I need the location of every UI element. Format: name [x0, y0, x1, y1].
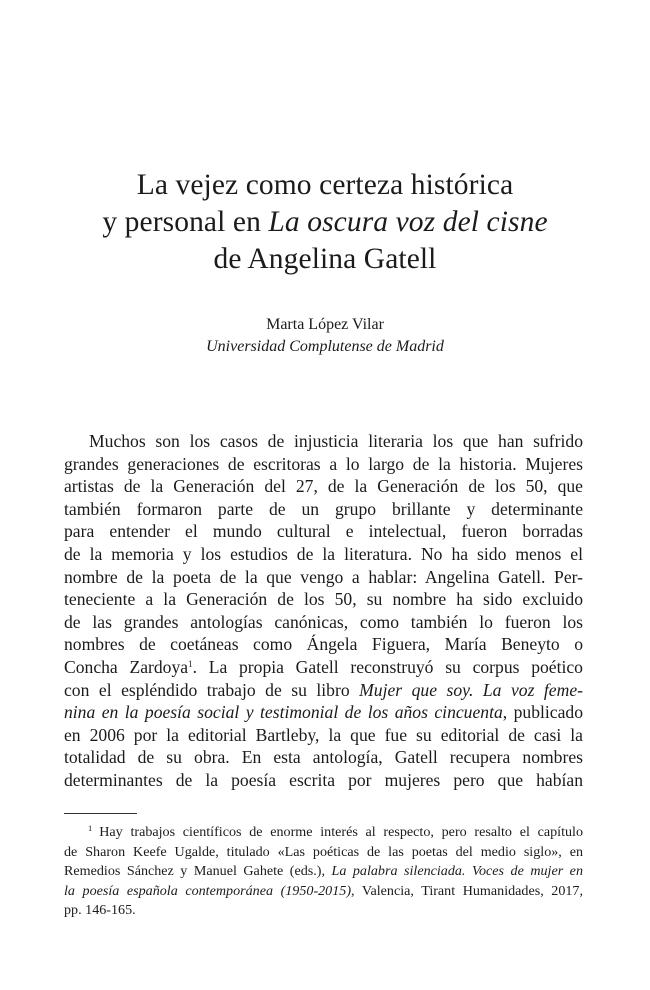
body-line: grandes generaciones de escritoras a lo largo de la historia. Mujeres [64, 453, 583, 474]
footnote-line [64, 882, 583, 902]
cited-book-title: La palabra silenciada. Voces de mujer en [331, 863, 583, 880]
footnote-line: de Sharon Keefe Ugalde, titulado «Las poéticas de las poetas del medio siglo», en [64, 843, 583, 860]
body-line: de la memoria y los estudios de la literatura. No ha sido menos el [64, 543, 583, 564]
body-line: en 2006 por la editorial Bartleby, la que fue su editorial de casi la [64, 724, 583, 745]
book-title-continued: nina en la poesía social y testimonial de los años cincuenta [64, 702, 503, 723]
body-line: nombres de coetáneas como Ángela Figuera, María Beneyto o [64, 634, 583, 655]
body-line-segment: con el espléndido trabajo de su libro [64, 679, 360, 700]
footnote [64, 823, 583, 921]
chapter-title [0, 167, 650, 278]
footnote-line-segment: , Valencia, Tirant Humanidades, 2017, [351, 882, 583, 899]
body-line [64, 679, 583, 702]
body-line-segment: Concha Zardoya [64, 656, 189, 677]
work-title: La oscura voz del cisne [268, 206, 548, 238]
body-line [64, 701, 583, 724]
footnote-line-segment: Hay trabajos científicos de enorme interés al respecto, pero resalto el capítulo [99, 824, 583, 840]
body-line: nombre de la poeta de la que vengo a hablar: Angelina Gatell. Per- [64, 566, 583, 587]
body-line: para entender el mundo cultural e intelectual, fueron borradas [64, 521, 583, 542]
body-line: determinantes de la poesía escrita por mujeres pero que habían [64, 769, 583, 790]
footnote-separator [64, 813, 137, 814]
body-line: artistas de la Generación del 27, de la Generación de los 50, que [64, 476, 583, 497]
body-line: de las grandes antologías canónicas, como también lo fueron los [64, 611, 583, 632]
book-title: Mujer que soy. La voz feme- [359, 679, 583, 700]
author-affiliation: Universidad Complutense de Madrid [206, 338, 444, 355]
footnote-reference[interactable]: 1 [188, 658, 193, 669]
cited-book-title-continued: la poesía española contemporánea (1950-2015) [64, 882, 352, 899]
title-line-2-prefix: y personal en [102, 206, 269, 238]
title-line-1: La vejez como certeza histórica [136, 169, 514, 201]
author-name: Marta López Vilar [266, 316, 384, 333]
body-line: totalidad de su obra. En esta antología, Gatell recupera nombres [64, 747, 583, 768]
byline [0, 314, 650, 358]
footnote-line-segment: Remedios Sánchez y Manuel Gahete (eds.), [64, 863, 332, 880]
footnote-number: 1 [88, 823, 93, 833]
title-line-2 [0, 204, 650, 241]
title-line-3: de Angelina Gatell [213, 243, 437, 275]
body-line: teneciente a la Generación de los 50, su nombre ha sido excluido [64, 589, 583, 610]
body-line [64, 656, 583, 679]
footnote-line [64, 823, 583, 843]
footnote-line [64, 862, 583, 882]
body-paragraph [64, 430, 583, 792]
body-line: Muchos son los casos de injusticia literaria los que han sufrido [89, 431, 583, 451]
body-line-segment: . La propia Gatell reconstruyó su corpus poético [192, 656, 583, 677]
body-line: también formaron parte de un grupo brillante y determinante [64, 498, 583, 519]
body-line-segment: , publicado [502, 702, 583, 723]
footnote-line: pp. 146-165. [64, 902, 136, 919]
